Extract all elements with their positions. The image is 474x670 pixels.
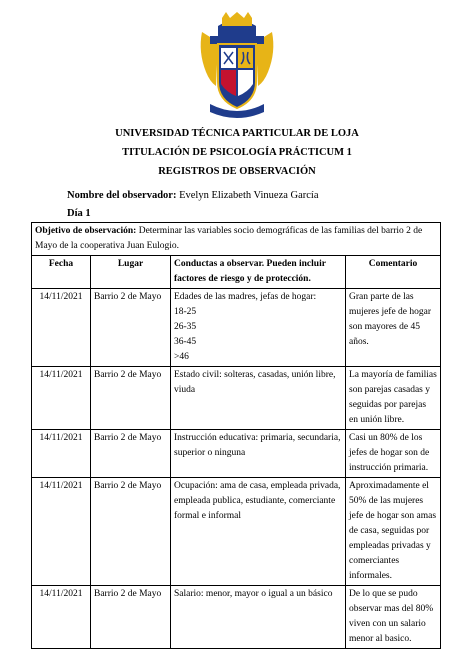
observer-line (67, 190, 319, 201)
column-header-place: Lugar (91, 256, 171, 289)
date-cell: 14/11/2021 (32, 430, 91, 478)
table-row (32, 430, 441, 478)
place-cell: Barrio 2 de Mayo (91, 586, 171, 649)
column-header-comment: Comentario (346, 256, 441, 289)
conduct-text: Edades de las madres, jefas de hogar: (174, 292, 317, 302)
age-range-item: >46 (174, 352, 189, 362)
crest-emblem-icon (196, 12, 278, 122)
table-row (32, 586, 441, 649)
comment-cell: Gran parte de las mujeres jefe de hogar son mayores de 45 años. (346, 289, 441, 367)
header-row (32, 256, 441, 289)
university-name: UNIVERSIDAD TÉCNICA PARTICULAR DE LOJA (115, 128, 359, 139)
objective-row (32, 223, 441, 256)
table-row (32, 289, 441, 367)
age-range-item: 26-35 (174, 322, 197, 332)
conduct-cell: Ocupación: ama de casa, empleada privada, empleada publica, estudiante, comerciante formal e informal (171, 478, 346, 586)
column-header-conduct: Conductas a observar. Pueden incluir factores de riesgo y de protección. (171, 256, 346, 289)
day-label: Día 1 (67, 208, 91, 219)
date-cell: 14/11/2021 (32, 586, 91, 649)
conduct-cell (171, 289, 346, 367)
comment-cell: Casi un 80% de los jefes de hogar son de instrucción primaria. (346, 430, 441, 478)
place-cell: Barrio 2 de Mayo (91, 367, 171, 430)
objective-cell (32, 223, 441, 256)
table-row (32, 478, 441, 586)
conduct-cell: Instrucción educativa: primaria, secundaria, superior o ninguna (171, 430, 346, 478)
observer-name: Evelyn Elizabeth Vinueza García (179, 190, 319, 201)
university-crest-logo (196, 12, 278, 122)
place-cell: Barrio 2 de Mayo (91, 478, 171, 586)
document-titles (0, 124, 474, 181)
date-cell: 14/11/2021 (32, 478, 91, 586)
place-cell: Barrio 2 de Mayo (91, 289, 171, 367)
comment-cell: La mayoría de familias son parejas casadas y seguidas por parejas en unión libre. (346, 367, 441, 430)
age-range-item: 18-25 (174, 307, 197, 317)
observation-table (31, 222, 441, 649)
objective-text: Determinar las variables socio demográficas de las familias del barrio 2 de Mayo de la cooperativa Juan Eulogio. (35, 226, 423, 251)
conduct-cell: Salario: menor, mayor o igual a un básico (171, 586, 346, 649)
date-cell: 14/11/2021 (32, 367, 91, 430)
column-header-date: Fecha (32, 256, 91, 289)
table-row (32, 367, 441, 430)
document-title: REGISTROS DE OBSERVACIÓN (158, 166, 316, 177)
date-cell: 14/11/2021 (32, 289, 91, 367)
objective-label: Objetivo de observación: (35, 226, 137, 236)
comment-cell: Aproximadamente el 50% de las mujeres jefe de hogar son amas de casa, seguidas por empleadas privadas y comerciantes informales. (346, 478, 441, 586)
place-cell: Barrio 2 de Mayo (91, 430, 171, 478)
comment-cell: De lo que se pudo observar mas del 80% viven con un salario menor al basico. (346, 586, 441, 649)
conduct-cell: Estado civil: solteras, casadas, unión libre, viuda (171, 367, 346, 430)
observer-label: Nombre del observador: (67, 190, 177, 201)
age-range-item: 36-45 (174, 337, 197, 347)
program-title: TITULACIÓN DE PSICOLOGÍA PRÁCTICUM 1 (122, 147, 352, 158)
